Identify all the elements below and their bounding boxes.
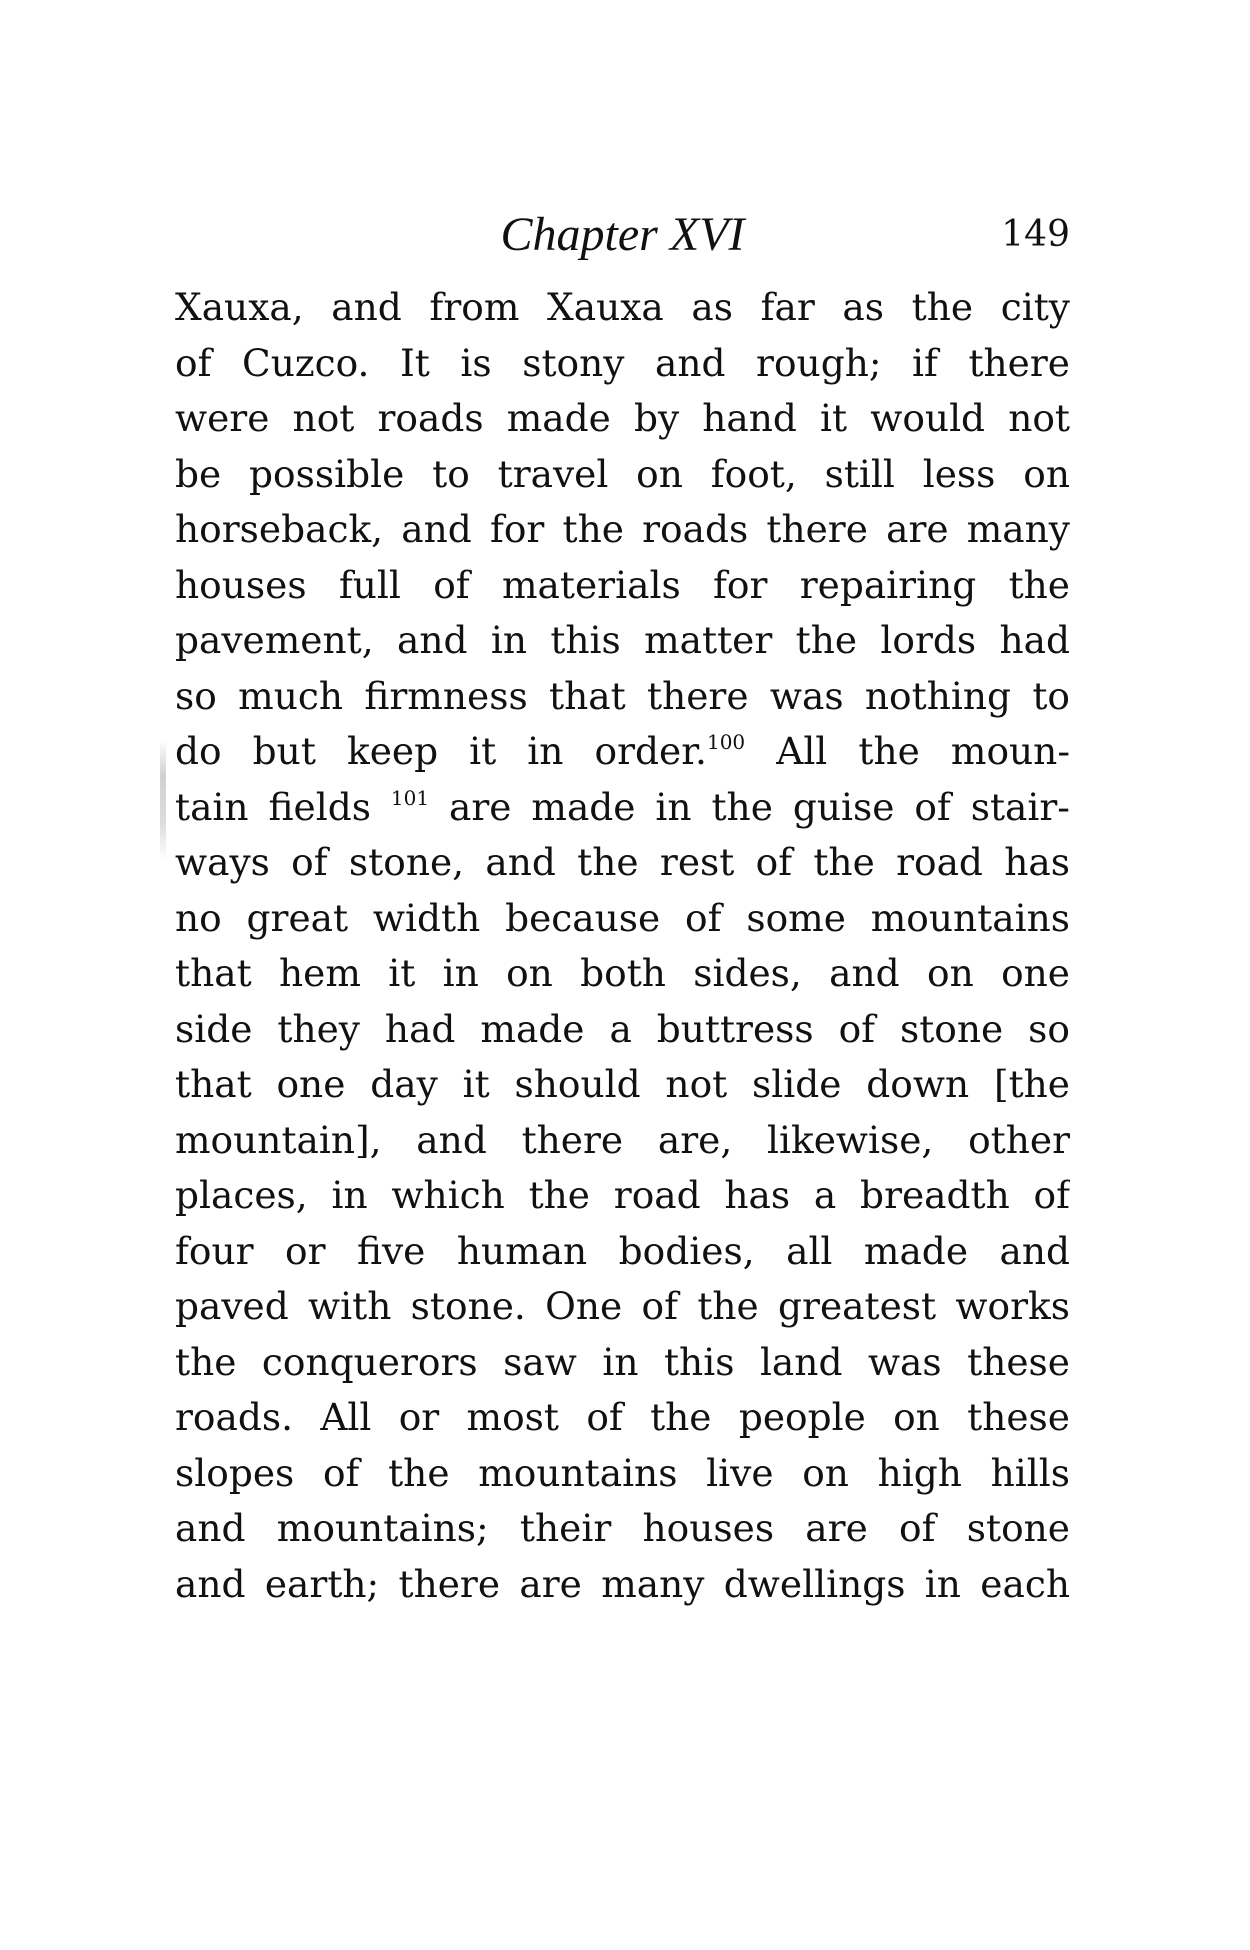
text-line: were not roads made by hand it would not [175,396,1070,440]
text-line: four or five human bodies, all made and [175,1228,1070,1273]
text-line: and mountains; their houses are of stone [175,1506,1070,1550]
text-segment: do but keep it in order. [175,729,707,773]
text-line: mountain], and there are, likewise, other [175,1117,1070,1162]
chapter-title: Chapter XVI [500,208,745,261]
text-line: houses full of materials for repairing the [175,562,1070,607]
text-segment: tain fields [175,784,391,829]
text-segment: All the moun- [745,729,1070,773]
text-segment: are made in the guise of stair- [429,784,1070,829]
text-line: no great width because of some mountains [175,895,1070,940]
text-line: roads. All or most of the people on these [175,1395,1070,1439]
text-line: side they had made a buttress of stone so [175,1006,1070,1051]
text-line [175,724,1070,780]
body-text [175,280,1070,1612]
text-line: Xauxa, and from Xauxa as far as the city [175,285,1070,329]
text-line: slopes of the mountains live on high hills [175,1450,1070,1495]
footnote-marker-100: 100 [706,730,746,754]
text-line: pavement, and in this matter the lords had [175,618,1070,662]
text-line: horseback, and for the roads there are many [175,507,1070,551]
page-number: 149 [1001,214,1070,255]
text-line: the conquerors saw in this land was these [175,1339,1070,1384]
text-line: ways of stone, and the rest of the road has [175,840,1070,884]
text-line: that hem it in on both sides, and on one [175,951,1070,995]
text-line [175,780,1070,836]
text-line: and earth; there are many dwellings in each [175,1561,1070,1606]
text-line: of Cuzco. It is stony and rough; if there [175,340,1070,385]
text-line: so much firmness that there was nothing to [175,673,1070,718]
text-line: paved with stone. One of the greatest works [175,1284,1070,1328]
text-line: be possible to travel on foot, still less on [175,451,1070,496]
text-line: places, in which the road has a breadth of [175,1173,1070,1217]
running-head [175,205,1070,265]
margin-smudge [160,740,166,860]
footnote-marker-101: 101 [390,785,430,810]
text-line: that one day it should not slide down [the [175,1062,1070,1106]
